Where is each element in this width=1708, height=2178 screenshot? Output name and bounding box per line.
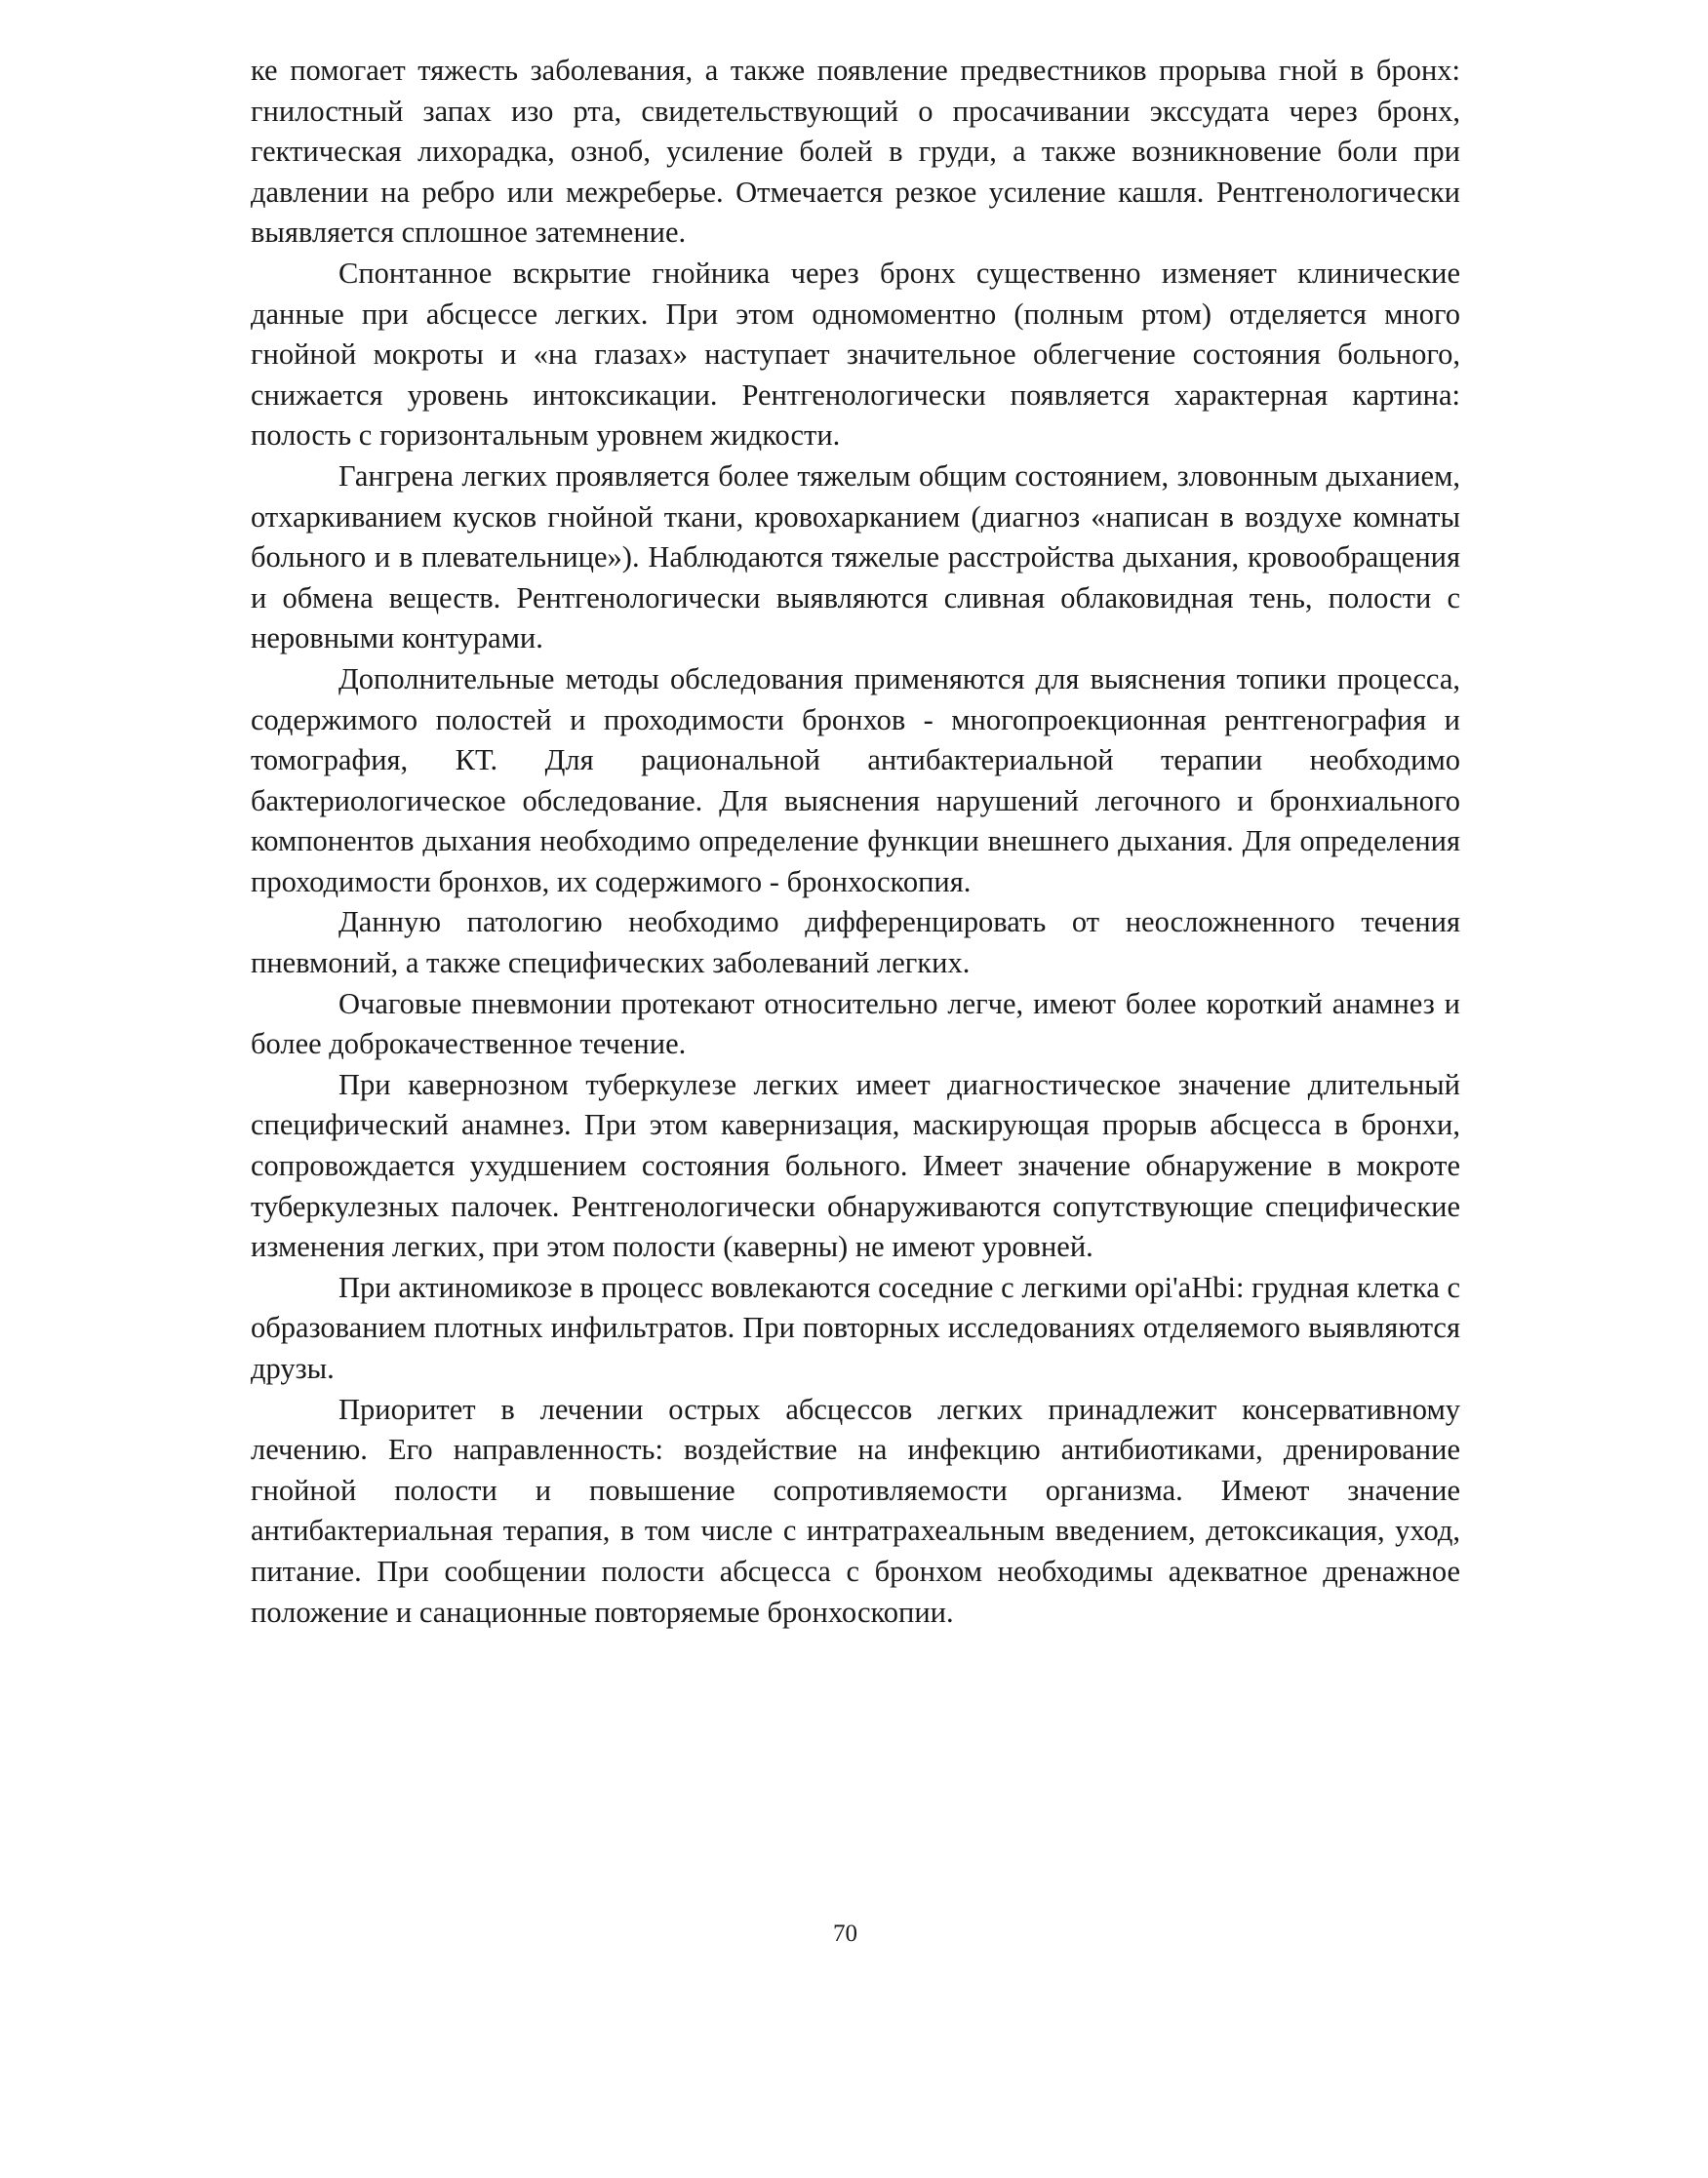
paragraph-7: При кавернозном туберкулезе легких имеет диагностическое значение длительный специфический анамнез. При этом кавернизация, маскирующая прорыв абсцесса в бронхи, сопровождается ухудшением состояния больного. Имеет значение обнаружение в мокроте туберкулезных палочек. Рентгенологически обнаруживаются сопутствующие специфические изменения легких, при этом полости (каверны) не имеют уровней. bbox=[251, 1067, 1460, 1264]
paragraph-2: Спонтанное вскрытие гнойника через бронх существенно изменяет клинические данные при абсцессе легких. При этом одномоментно (полным ртом) отделяется много гнойной мокроты и «на глазах» наступает значительное облегчение состояния больного, снижается уровень интоксикации. Рентгенологически появляется характерная картина: полость с горизонтальным уровнем жидкости. bbox=[251, 256, 1460, 453]
paragraph-4: Дополнительные методы обследования применяются для выяснения топики процесса, содержимого полостей и проходимости бронхов - многопроекционная рентгенография и томография, КТ. Для рациональной антибактериальной терапии необходимо бактериологическое обследование. Для выяснения нарушений легочного и бронхиального компонентов дыхания необходимо определение функции внешнего дыхания. Для определения проходимости бронхов, их содержимого - бронхоскопия. bbox=[251, 661, 1460, 898]
paragraph-3: Гангрена легких проявляется более тяжелым общим состоянием, зловонным дыханием, отхаркиванием кусков гнойной ткани, кровохарканием (диагноз «написан в воздухе комнаты больного и в плевательнице»). Наблюдаются тяжелые расстройства дыхания, кровообращения и обмена веществ. Рентгенологически выявляются сливная облаковидная тень, полости с неровными контурами. bbox=[251, 458, 1460, 655]
paragraph-8: При актиномикозе в процесс вовлекаются соседние с легкими opi'aHbi: грудная клетка с образованием плотных инфильтратов. При повторных исследованиях отделяемого выявляются друзы. bbox=[251, 1270, 1460, 1385]
paragraph-9: Приоритет в лечении острых абсцессов легких принадлежит консервативному лечению. Его направленность: воздействие на инфекцию антибиотиками, дренирование гнойной полости и повышение сопротивляемости организма. Имеют значение антибактериальная терапия, в том числе с интратрахеальным введением, детоксикация, уход, питание. При сообщении полости абсцесса с бронхом необходимы адекватное дренажное положение и санационные повторяемые бронхоскопии. bbox=[251, 1392, 1460, 1629]
paragraph-5: Данную патологию необходимо дифференцировать от неосложненного течения пневмоний, а также специфических заболеваний легких. bbox=[251, 905, 1460, 980]
paragraph-1: ке помогает тяжесть заболевания, а также появление предвестников прорыва гной в бронх: гнилостный запах изо рта, свидетельствующий о просачивании экссудата через бронх, гектическая лихорадка, озноб, усиление болей в груди, а также возникновение боли при давлении на ребро или межреберье. Отмечается резкое усиление кашля. Рентгенологически выявляется сплошное затемнение. bbox=[251, 54, 1460, 250]
page-body bbox=[251, 51, 1460, 1633]
page-number: 70 bbox=[833, 1921, 857, 1947]
paragraph-6: Очаговые пневмонии протекают относительно легче, имеют более короткий анамнез и более доброкачественное течение. bbox=[251, 986, 1460, 1061]
